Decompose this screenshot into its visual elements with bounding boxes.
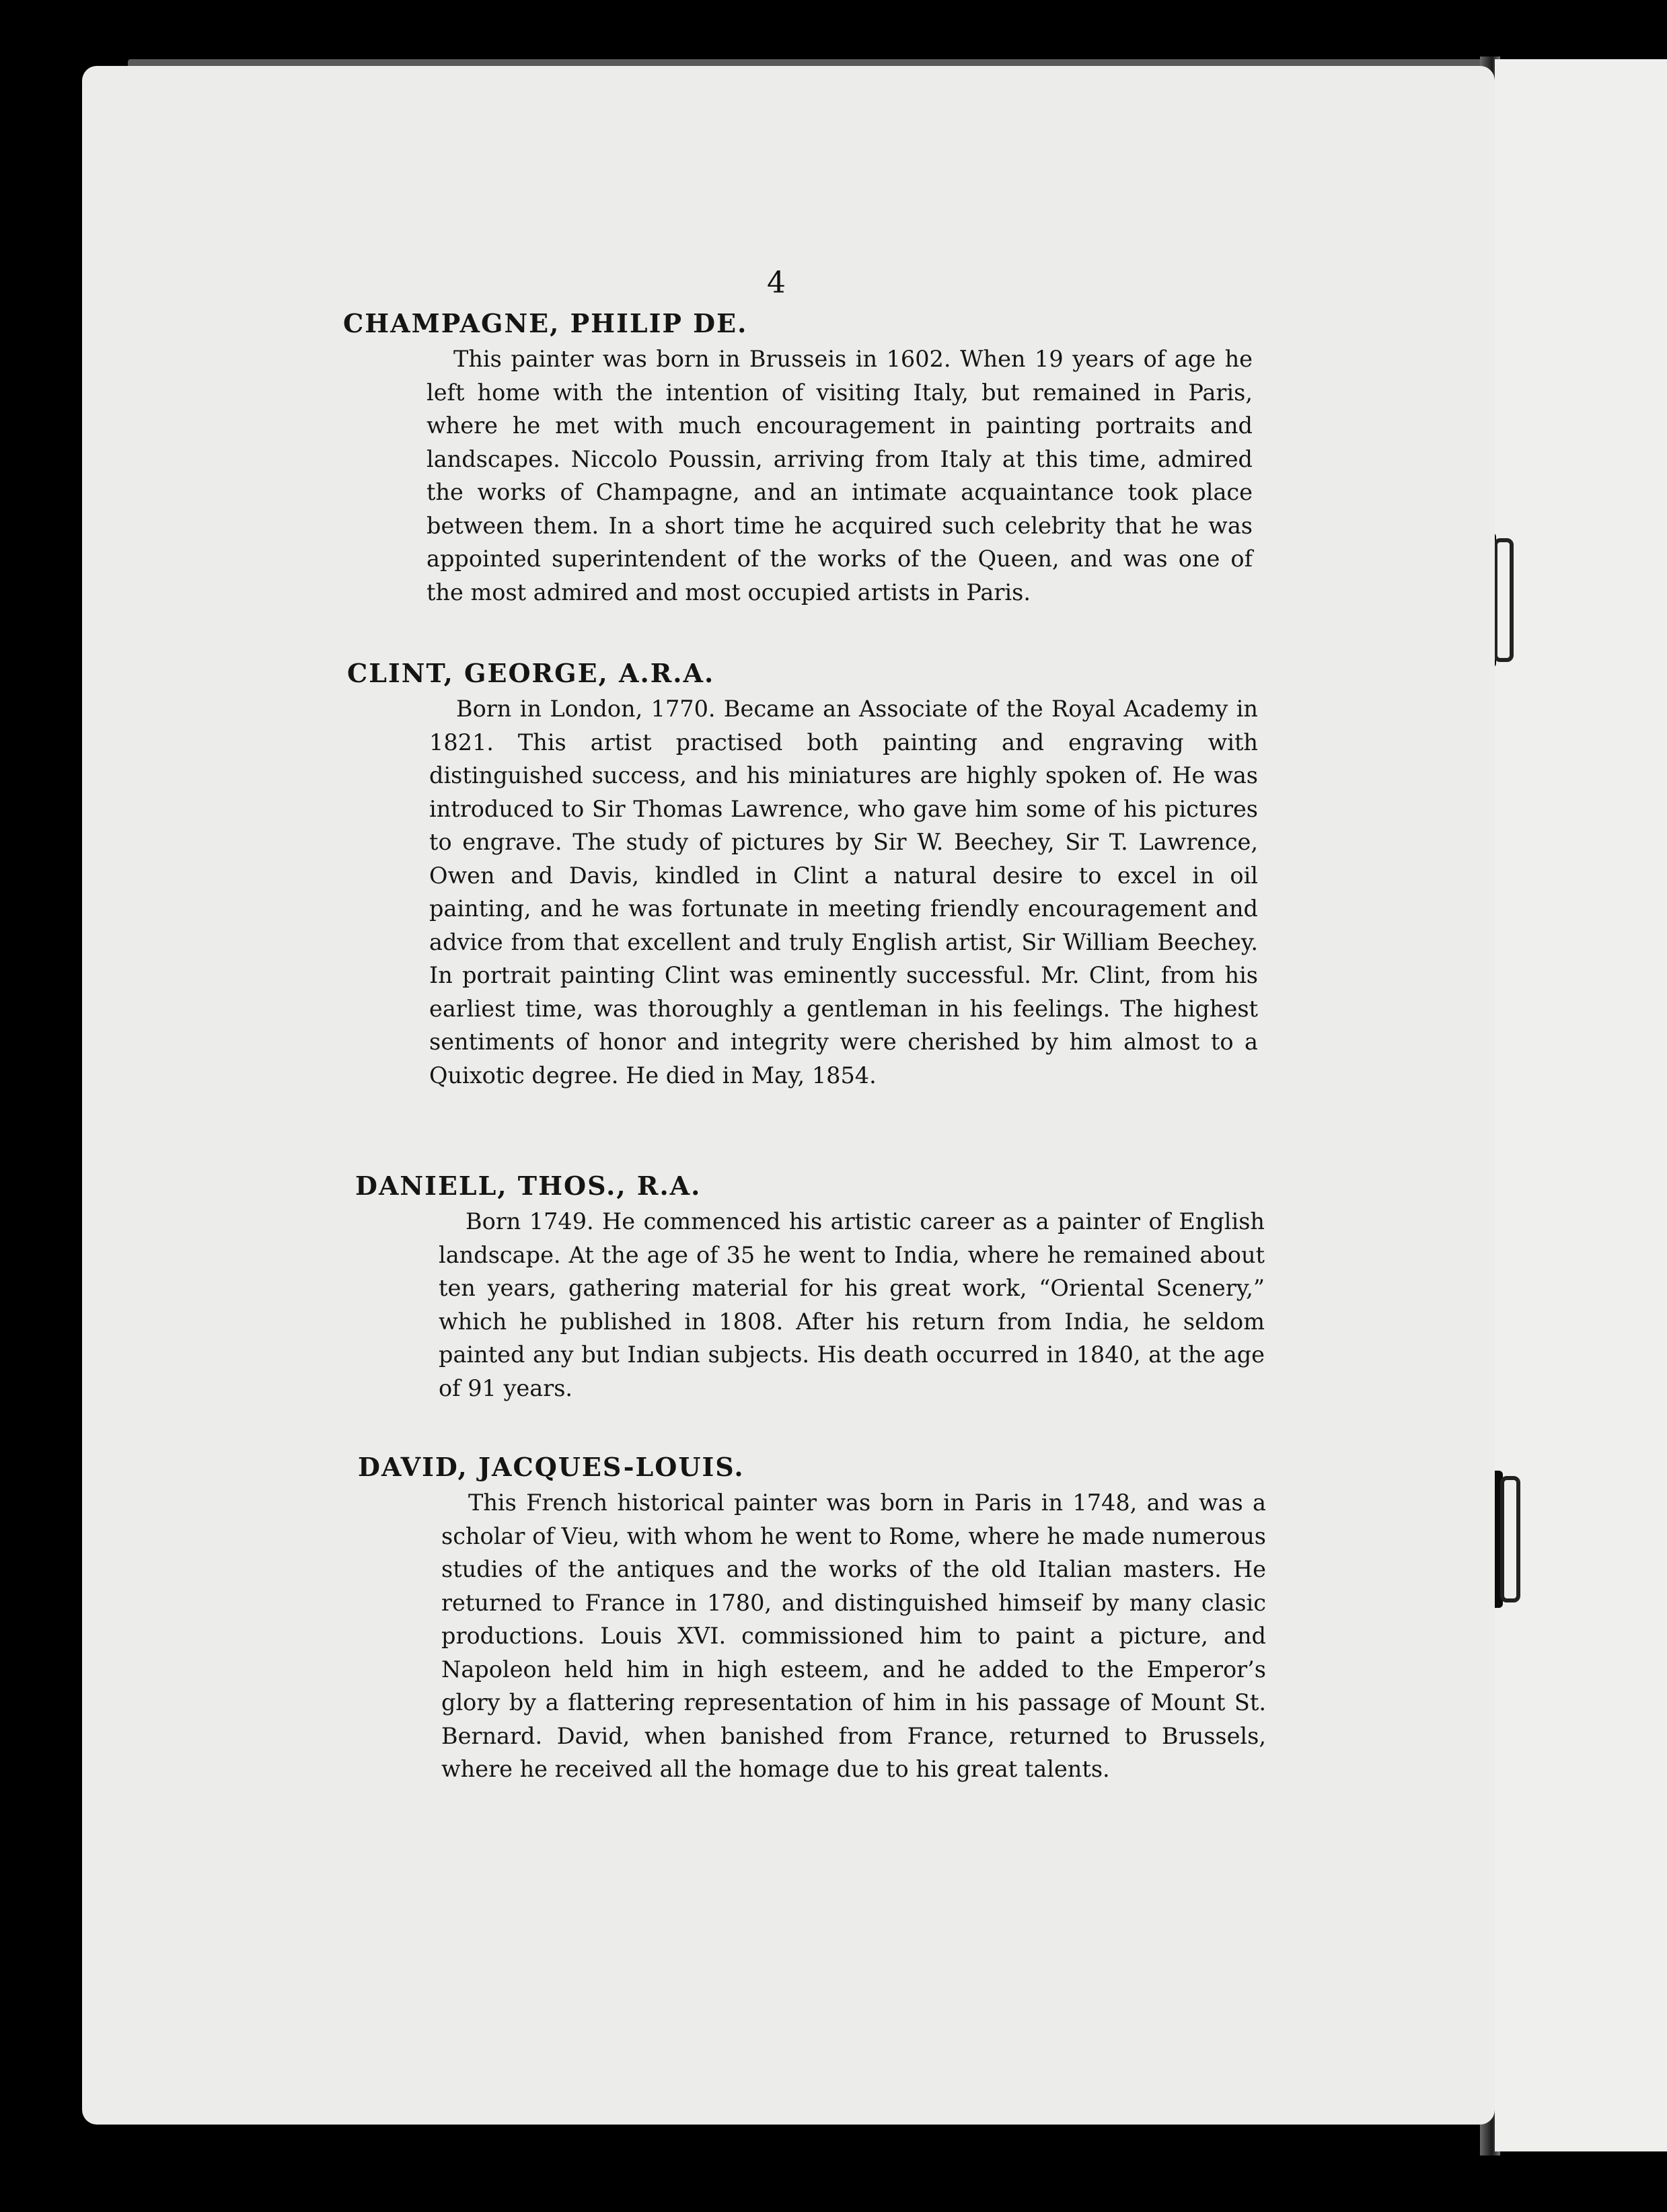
binder-clip-wire [1493, 538, 1514, 662]
entry-text: This painter was born in Brusseis in 1602. When 19 years of age he left home with the intention of visiting Italy, but remained in Paris, where he met with much encouragement in painting portraits and landscapes. Niccolo Poussin, arriving from Italy at this time, admired the works of Champagne, and an intimate acquaintance took place between them. In a short time he acquired such celebrity that he was appointed superintendent of the works of the Queen, and was one of the most admired and most occupied artists in Paris. [427, 346, 1253, 605]
page-number: 4 [767, 266, 786, 300]
entry-champagne [343, 308, 1253, 609]
entry-heading: CHAMPAGNE, PHILIP DE. [343, 308, 748, 338]
entry-text: Born in London, 1770. Became an Associate of the Royal Academy in 1821. This artist practised both painting and engraving with distinguished success, and his miniatures are highly spoken of. He was introduced to Sir Thomas Lawrence, who gave him some of his pictures to engrave. The study of pictures by Sir W. Beechey, Sir T. Lawrence, Owen and Davis, kindled in Clint a natural desire to excel in oil painting, and he was fortunate in meeting friendly encouragement and advice from that excellent and truly English artist, Sir William Beechey. In portrait painting Clint was eminently successful. Mr. Clint, from his earliest time, was thoroughly a gentleman in his feelings. The highest sentiments of honor and integrity were cherished by him almost to a Quixotic degree. He died in May, 1854. [429, 696, 1258, 1089]
binder-clip-wire [1500, 1476, 1520, 1602]
entry-daniell [355, 1171, 1265, 1405]
entry-text: This French historical painter was born in Paris in 1748, and was a scholar of Vieu, with whom he went to Rome, where he made numerous studies of the antiques and the works of the old Italian masters. He returned to France in 1780, and distinguished himseif by many clasic productions. Louis XVI. commissioned him to paint a picture, and Napoleon held him in high esteem, and he added to the Emperor’s glory by a flattering representation of him in his passage of Mount St. Bernard. David, when banished from France, returned to Brussels, where he received all the homage due to his great talents. [441, 1489, 1266, 1782]
entry-heading: CLINT, GEORGE, A.R.A. [347, 658, 715, 688]
facing-page [1495, 59, 1667, 2151]
entry-heading: DAVID, JACQUES-LOUIS. [358, 1452, 745, 1482]
entry-david [358, 1452, 1266, 1786]
entry-heading: DANIELL, THOS., R.A. [355, 1171, 702, 1201]
entry-text: Born 1749. He commenced his artistic career as a painter of English landscape. At the age of 35 he went to India, where he remained about ten years, gathering material for his great work, “Oriental Scenery,” which he published in 1808. After his return from India, he seldom painted any but Indian subjects. His death occurred in 1840, at the age of 91 years. [439, 1208, 1265, 1401]
entry-clint [347, 658, 1258, 1092]
